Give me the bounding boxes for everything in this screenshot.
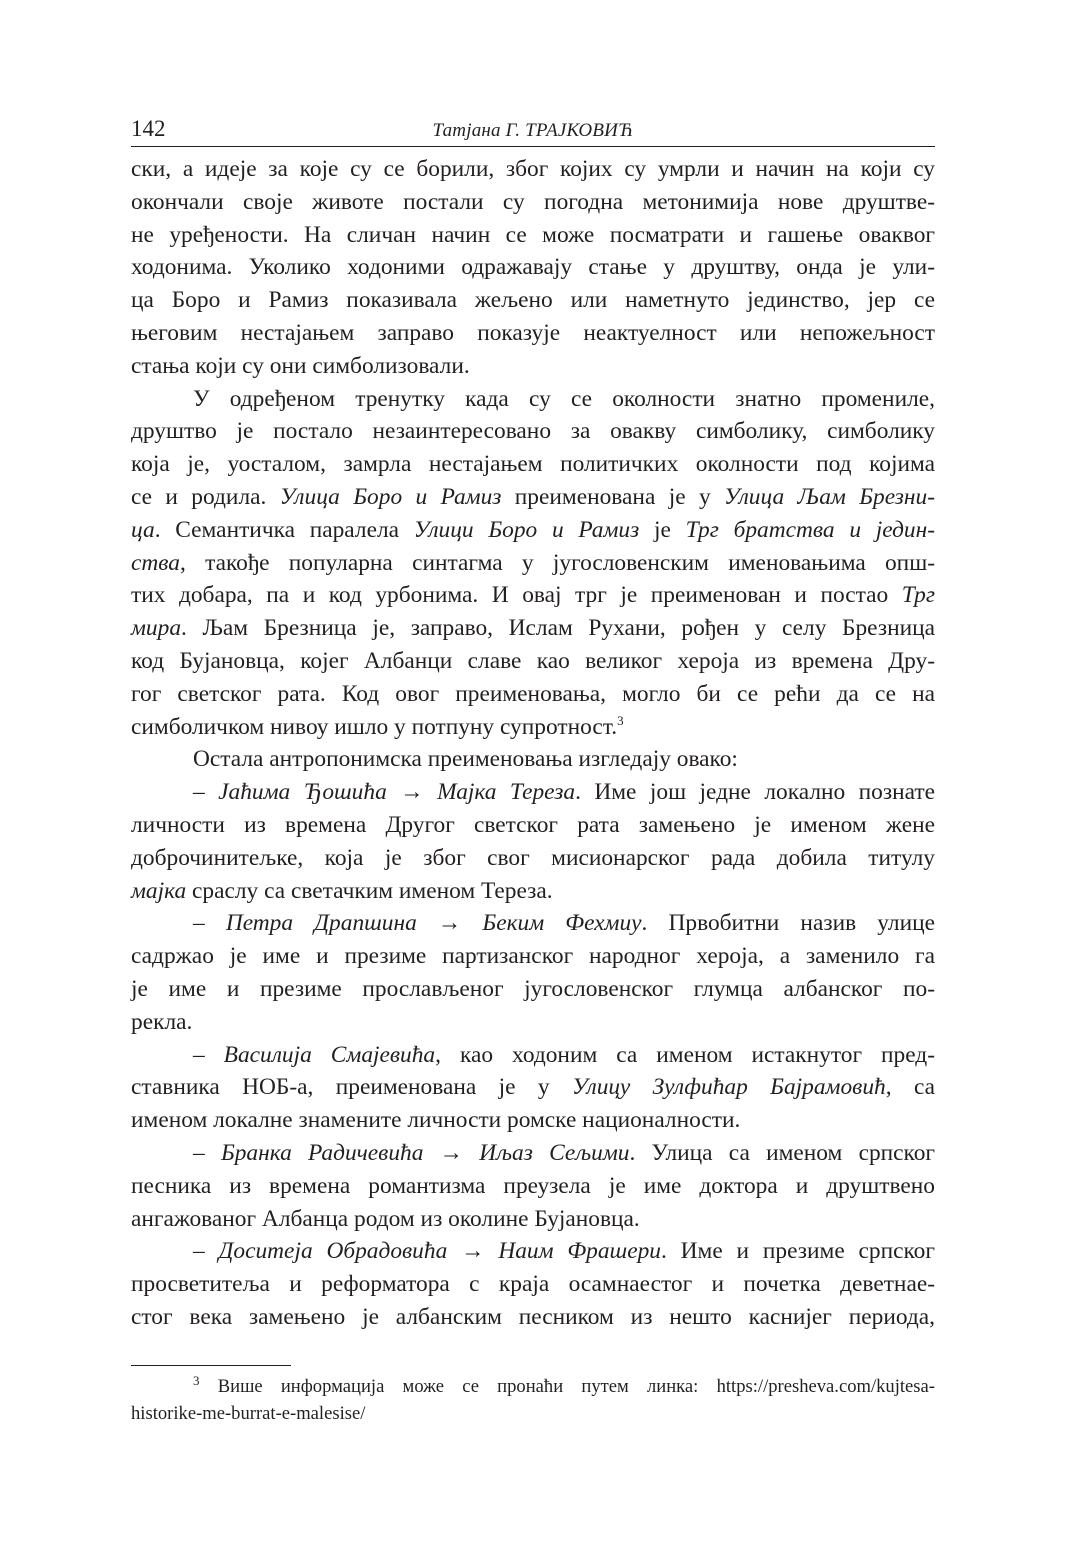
body-text (131, 153, 935, 1334)
text-line: мира. Љам Брезница је, заправо, Ислам Рухани, рођен у селу Брезница (131, 615, 935, 642)
footnote-separator (131, 1365, 291, 1366)
page-number: 142 (131, 116, 166, 141)
text-line: ца Боро и Рамиз показивала жељено или наметнуто јединство, јер се (131, 287, 935, 314)
footnote (131, 1373, 935, 1427)
text-line: симболичком нивоу ишло у потпуну супротност.$^3$ (131, 712, 624, 740)
text-line: не уређености. На сличан начин се може посматрати и гашење оваквог (131, 221, 935, 248)
text-line: ангажованог Албанца родом из околине Бујановца. (131, 1205, 640, 1232)
footnote-line: $^3$ Више информација може се пронаћи путем линка: https://presheva.com/kujtesa- (193, 1372, 935, 1397)
text-line: се и родила. Улица Боро и Рамиз преименована је у Улица Љам Брезни- (131, 483, 935, 510)
text-line: садржао је име и презиме партизанског народног хероја, а заменило га (131, 943, 935, 970)
text-line: – Василија Смајевића, као ходоним са именом истакнутог пред- (193, 1041, 936, 1068)
text-line: стог века замењено је албанским песником из нешто каснијег периода, (131, 1303, 935, 1330)
running-title: Татјана Г. ТРАЈКОВИЋ (432, 120, 634, 141)
text-line: доброчинитељке, која је због свог мисионарског рада добила титулу (131, 844, 935, 871)
text-line: стања који су они симболизовали. (131, 352, 470, 379)
text-line: ца. Семантичка паралела Улици Боро и Рамиз је Трг братства и једин- (131, 516, 935, 543)
text-line: рекла. (131, 1008, 193, 1035)
text-line: ства, такође популарна синтагма у југословенским именовањима опш- (131, 549, 935, 576)
text-line: ставника НОБ-а, преименована је у Улицу Зулфићар Бајрамовић, са (131, 1074, 935, 1101)
text-line: – Петра Драпшина → Беким Фехмиу. Првобитни назив улице (193, 910, 935, 937)
running-header (131, 116, 935, 147)
text-line: – Доситеја Обрадовића → Наим Фрашери. Име и презиме српског (193, 1238, 935, 1265)
text-line: ски, а идеје за које су се борили, због којих су умрли и начин на који су (131, 156, 935, 182)
text-line: ходонима. Уколико ходоними одражавају стање у друштву, онда је ули- (131, 254, 935, 281)
text-line: код Бујановца, којег Албанци славе као великог хероја из времена Дру- (131, 647, 935, 674)
text-line: Остала антропонимска преименовања изгледају овако: (193, 746, 738, 773)
text-line: песника из времена романтизма преузела је име доктора и друштвено (131, 1172, 935, 1199)
text-line: личности из времена Другог светског рата замењено је именом жене (131, 811, 935, 838)
text-line: тих добара, па и код урбонима. И овај трг је преименован и постао Трг (131, 582, 935, 609)
text-line: именом локалне знамените личности ромске националности. (131, 1107, 741, 1134)
text-line: његовим нестајањем заправо показује неактуелност или непожељност (131, 319, 935, 346)
footnote-line: historike-me-burrat-e-malesise/ (131, 1403, 366, 1424)
text-line: гог светског рата. Код овог преименовања, могло би се рећи да се на (131, 680, 935, 707)
text-line: – Бранка Радичевића → Иљаз Сељими. Улица са именом српског (193, 1139, 936, 1166)
text-line: која је, уосталом, замрла нестајањем политичких околности под којима (131, 451, 935, 478)
text-line: окончали своје животе постали су погодна метонимија нове друштве- (131, 188, 935, 215)
text-line: просветитеља и реформатора с краја осамнаестог и почетка деветнае- (131, 1271, 935, 1298)
text-line: – Јаћима Ђошића → Мајка Тереза. Име још једне локално познате (193, 779, 935, 806)
text-line: мајка сраслу са светачким именом Тереза. (131, 877, 553, 904)
text-line: је име и презиме прослављеног југословенског глумца албанског по- (131, 975, 935, 1002)
text-line: друштво је постало незаинтересовано за овакву симболику, симболику (131, 418, 935, 445)
text-line: У одређеном тренутку када су се околности знатно промениле, (193, 385, 935, 412)
